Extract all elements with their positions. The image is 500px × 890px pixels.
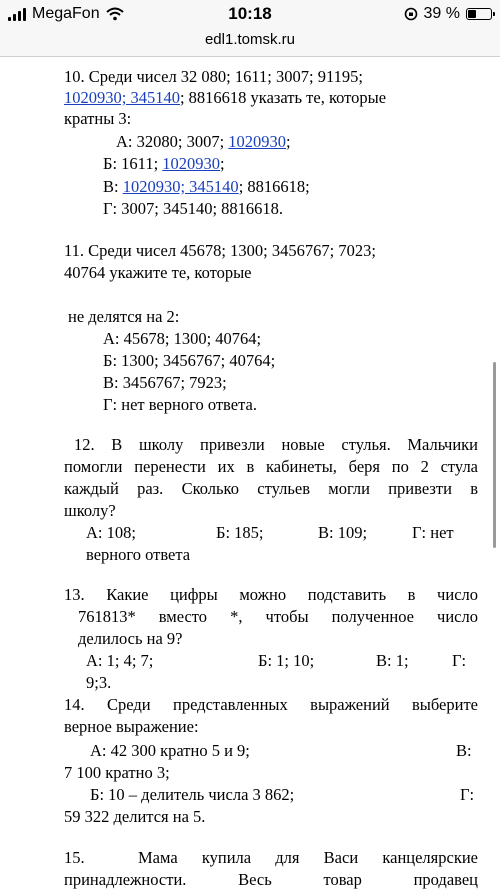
text-line (64, 456, 478, 477)
text-line (103, 372, 227, 393)
text-line (103, 153, 225, 174)
text-segment: В: 3456767; 7923; (103, 373, 227, 392)
battery-percent: 39 % (423, 5, 460, 22)
clock: 10:18 (228, 4, 272, 23)
number-link[interactable]: 1020930; 345140 (64, 88, 180, 107)
text-line (64, 869, 478, 890)
text-segment: В: 109; (318, 523, 368, 542)
text-segment: ; 8816618; (238, 177, 310, 196)
address-bar[interactable] (0, 30, 500, 57)
url-text: edl1.tomsk.ru (204, 31, 296, 48)
text-line (376, 650, 409, 671)
text-line (103, 198, 283, 219)
text-segment: Г: нет (412, 523, 454, 542)
text-line (64, 66, 363, 87)
text-segment: В: 1; (376, 651, 409, 670)
text-line (258, 650, 314, 671)
text-segment: В: (103, 177, 123, 196)
text-segment: ; 8816618 указать те, которые (179, 88, 387, 107)
text-line (103, 350, 275, 371)
text-line (64, 478, 478, 499)
text-segment: делилось на 9? (78, 629, 183, 648)
text-line (460, 784, 474, 805)
text-segment: принадлежности. Весь товар продавец (64, 870, 478, 889)
text-line (216, 522, 264, 543)
text-line (78, 628, 183, 649)
status-right (404, 5, 492, 23)
text-line (64, 262, 252, 283)
text-line (86, 544, 190, 565)
text-line (86, 650, 153, 671)
scrollbar[interactable] (493, 362, 496, 548)
text-segment: 12. В школу привезли новые стулья. Мальчики (74, 435, 478, 454)
text-line (412, 522, 454, 543)
text-segment: 59 322 делится на 5. (64, 807, 206, 826)
text-line (86, 522, 136, 543)
text-line (68, 306, 179, 327)
text-line (64, 240, 376, 261)
text-segment: не делятся на 2: (68, 307, 180, 326)
text-line (138, 847, 478, 868)
text-line (103, 328, 261, 349)
text-line (64, 806, 205, 827)
carrier-name: MegaFon (32, 5, 100, 22)
text-segment: Б: 10 – делитель числа 3 862; (90, 785, 295, 804)
text-segment: Б: 1611; (103, 154, 163, 173)
orientation-lock-icon (404, 7, 418, 21)
number-link[interactable]: 1020930; 345140 (122, 177, 239, 196)
text-segment: 15. (64, 848, 85, 867)
text-segment: ; (220, 154, 225, 173)
text-segment: 13. Какие цифры можно подставить в число (64, 585, 478, 604)
text-segment: ; (286, 132, 291, 151)
text-line (74, 434, 478, 455)
text-line (64, 87, 386, 108)
text-segment: В: (456, 741, 472, 760)
text-segment: верного ответа (86, 545, 191, 564)
text-line (64, 584, 478, 605)
text-segment: А: 32080; 3007; (116, 132, 229, 151)
text-segment: Б: 1; 10; (258, 651, 315, 670)
text-line (90, 740, 250, 761)
text-segment: каждый раз. Сколько стульев могли привезти в (64, 479, 478, 498)
number-link[interactable]: 1020930 (228, 132, 287, 151)
text-segment: А: 1; 4; 7; (86, 651, 154, 670)
text-segment: школу? (64, 501, 116, 520)
text-line (86, 672, 111, 693)
number-link[interactable]: 1020930 (162, 154, 221, 173)
status-bar (0, 0, 500, 30)
text-line (103, 394, 257, 415)
text-segment: 761813* вместо *, чтобы полученное число (78, 607, 478, 626)
text-line (64, 694, 478, 715)
text-line (64, 716, 199, 737)
text-segment: Г: (460, 785, 475, 804)
battery-icon (466, 8, 492, 20)
text-segment: Б: 185; (216, 523, 264, 542)
text-line (78, 606, 478, 627)
text-segment: 40764 укажите те, которые (64, 263, 252, 282)
text-segment: кратны 3: (64, 109, 132, 128)
text-line (64, 847, 85, 868)
text-segment: 7 100 кратно 3; (64, 763, 170, 782)
text-segment: верное выражение: (64, 717, 199, 736)
text-segment: 9;3. (86, 673, 112, 692)
text-segment: А: 45678; 1300; 40764; (103, 329, 262, 348)
text-line (64, 762, 170, 783)
text-line (90, 784, 294, 805)
text-line (456, 740, 472, 761)
text-line (64, 108, 131, 129)
text-segment: 11. Среди чисел 45678; 1300; 3456767; 7023; (64, 241, 376, 260)
text-segment: 14. Среди представленных выражений выберите (64, 695, 478, 714)
text-line (318, 522, 367, 543)
text-segment: помогли перенести их в кабинеты, беря по 2 стула (64, 457, 478, 476)
text-line (452, 650, 466, 671)
text-segment: Б: 1300; 3456767; 40764; (103, 351, 276, 370)
text-segment: 10. Среди чисел 32 080; 1611; 3007; 91195; (64, 67, 363, 86)
text-segment: А: 108; (86, 523, 136, 542)
text-line (116, 131, 291, 152)
text-segment: А: 42 300 кратно 5 и 9; (90, 741, 250, 760)
text-segment: Г: нет верного ответа. (103, 395, 257, 414)
text-segment: Г: 3007; 345140; 8816618. (103, 199, 284, 218)
text-line (103, 176, 310, 197)
text-segment: Мама купила для Васи канцелярские (138, 848, 478, 867)
text-segment: Г: (452, 651, 467, 670)
text-line (64, 500, 116, 521)
